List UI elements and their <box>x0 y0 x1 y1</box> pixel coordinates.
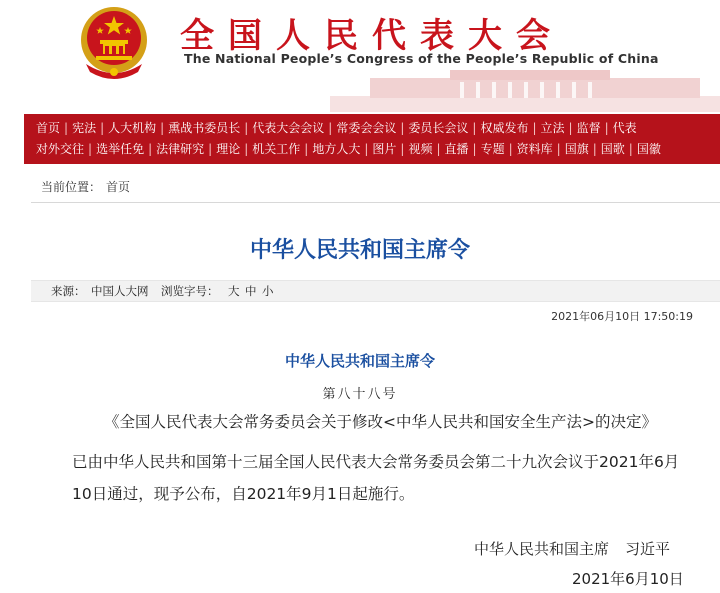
nav-item-row1-3[interactable]: 熏战书委员长 <box>168 121 241 135</box>
nav-item-row1-0[interactable]: 首页 <box>36 121 61 135</box>
nav-separator: | <box>328 121 333 135</box>
great-hall-illustration <box>330 66 720 112</box>
main-navigation <box>24 114 720 164</box>
nav-item-row1-9[interactable]: 监督 <box>576 121 601 135</box>
site-title-en: The National People’s Congress of the People’s Republic of China <box>184 51 659 66</box>
breadcrumb-label: 当前位置： <box>41 180 102 194</box>
nav-separator: | <box>592 142 597 156</box>
font-size-medium-button[interactable]: 中 <box>245 284 257 298</box>
nav-item-row1-5[interactable]: 常委会会议 <box>336 121 397 135</box>
nav-separator: | <box>472 121 477 135</box>
nav-item-row2-10[interactable]: 资料库 <box>516 142 553 156</box>
nav-item-row2-4[interactable]: 机关工作 <box>252 142 301 156</box>
font-size-large-button[interactable]: 大 <box>228 284 240 298</box>
nav-item-row2-0[interactable]: 对外交往 <box>36 142 85 156</box>
nav-item-row2-5[interactable]: 地方人大 <box>312 142 361 156</box>
publish-datetime: 2021年06月10日 17:50:19 <box>551 310 693 323</box>
signature-title: 中华人民共和国主席 <box>474 540 610 558</box>
breadcrumb <box>31 174 720 203</box>
nav-separator: | <box>604 121 609 135</box>
nav-separator: | <box>304 142 309 156</box>
nav-item-row2-8[interactable]: 直播 <box>444 142 469 156</box>
source-value: 中国人大网 <box>91 284 149 298</box>
nav-separator: | <box>364 142 369 156</box>
nav-item-row1-2[interactable]: 人大机构 <box>108 121 157 135</box>
article-meta-bar <box>31 280 720 302</box>
nav-separator: | <box>100 121 105 135</box>
nav-separator: | <box>472 142 477 156</box>
font-size-small-button[interactable]: 小 <box>262 284 274 298</box>
nav-item-row1-8[interactable]: 立法 <box>540 121 565 135</box>
nav-item-row1-1[interactable]: 宪法 <box>72 121 97 135</box>
nav-separator: | <box>244 142 249 156</box>
nav-separator: | <box>148 142 153 156</box>
nav-item-row2-6[interactable]: 图片 <box>372 142 397 156</box>
article-title: 中华人民共和国主席令 <box>249 238 470 263</box>
site-header <box>0 0 720 112</box>
nav-row-primary <box>36 119 637 137</box>
nav-item-row2-7[interactable]: 视频 <box>408 142 433 156</box>
site-title-cn: 全国人民代表大会 <box>180 16 564 56</box>
decree-number: 第八十八号 <box>322 387 398 402</box>
nav-separator: | <box>64 121 69 135</box>
breadcrumb-home-link[interactable]: 首页 <box>106 180 131 194</box>
nav-separator: | <box>628 142 633 156</box>
nav-item-row1-4[interactable]: 代表大会会议 <box>252 121 325 135</box>
nav-item-row1-6[interactable]: 委员长会议 <box>408 121 469 135</box>
nav-separator: | <box>208 142 213 156</box>
nav-separator: | <box>160 121 165 135</box>
nav-item-row1-7[interactable]: 权威发布 <box>480 121 529 135</box>
nav-separator: | <box>400 142 405 156</box>
nav-item-row2-1[interactable]: 选举任免 <box>96 142 145 156</box>
nav-separator: | <box>88 142 93 156</box>
nav-item-row2-3[interactable]: 理论 <box>216 142 241 156</box>
signature-date: 2021年6月10日 <box>572 570 684 588</box>
decree-paragraph-2: 已由中华人民共和国第十三届全国人民代表大会常务委员会第二十九次会议于2021年6月10日通过，现予公布，自2021年9月1日起施行。 <box>72 453 680 503</box>
nav-separator: | <box>532 121 537 135</box>
decree-title: 中华人民共和国主席令 <box>284 352 435 370</box>
nav-separator: | <box>400 121 405 135</box>
nav-separator: | <box>244 121 249 135</box>
nav-separator: | <box>508 142 513 156</box>
nav-separator: | <box>568 121 573 135</box>
nav-item-row2-2[interactable]: 法律研究 <box>156 142 205 156</box>
nav-item-row1-10[interactable]: 代表 <box>612 121 637 135</box>
nav-item-row2-9[interactable]: 专题 <box>480 142 505 156</box>
national-emblem-logo[interactable] <box>72 2 156 82</box>
nav-separator: | <box>556 142 561 156</box>
signature-name: 习近平 <box>625 540 671 558</box>
nav-row-secondary <box>36 140 661 158</box>
decree-paragraph-1: 《全国人民代表大会常务委员会关于修改<中华人民共和国安全生产法>的决定》 <box>104 413 657 431</box>
signature-line <box>474 538 670 559</box>
font-size-label: 浏览字号： <box>161 284 219 298</box>
nav-item-row2-13[interactable]: 国徽 <box>636 142 661 156</box>
nav-item-row2-11[interactable]: 国旗 <box>564 142 589 156</box>
source-label: 来源： <box>51 284 86 298</box>
nav-item-row2-12[interactable]: 国歌 <box>600 142 625 156</box>
nav-separator: | <box>436 142 441 156</box>
